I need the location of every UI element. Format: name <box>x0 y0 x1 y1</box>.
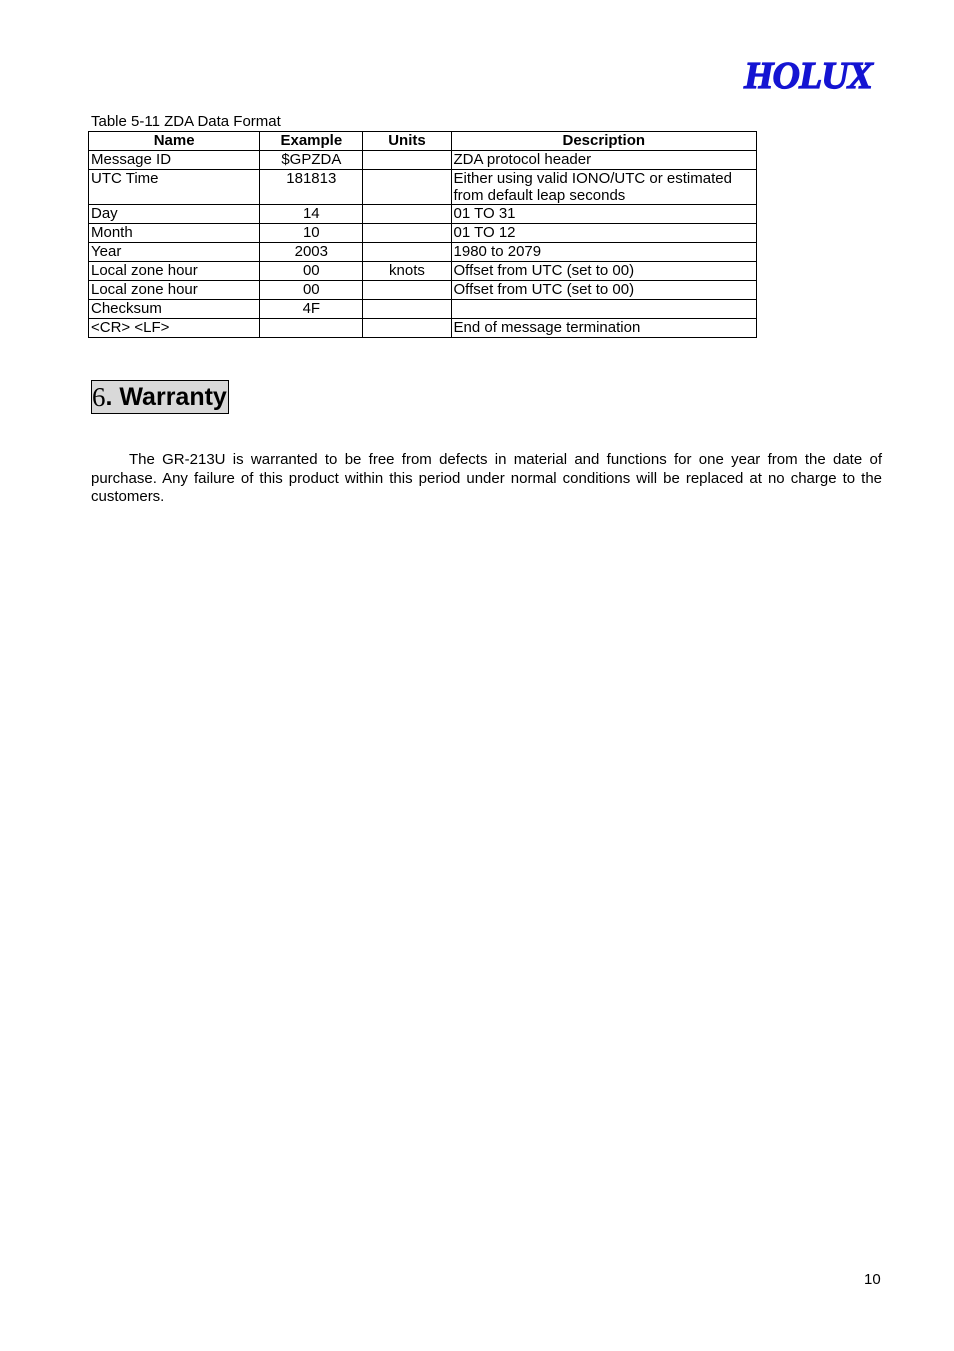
zda-data-table <box>88 131 757 338</box>
cell-example: 4F <box>260 300 363 319</box>
cell-units <box>363 151 451 170</box>
cell-name: Year <box>89 243 260 262</box>
cell-units <box>363 319 451 338</box>
cell-description: Offset from UTC (set to 00) <box>451 281 756 300</box>
warranty-paragraph: The GR-213U is warranted to be free from defects in material and functions for one year from the date of purchase. Any failure of this product within this period under normal conditions will be replaced at no charge to the customers. <box>91 451 882 505</box>
cell-name: Message ID <box>89 151 260 170</box>
cell-name: Month <box>89 224 260 243</box>
cell-description: 1980 to 2079 <box>451 243 756 262</box>
table-header-row <box>89 132 757 151</box>
cell-units <box>363 205 451 224</box>
section-title: . Warranty <box>105 383 227 411</box>
cell-description: 01 TO 12 <box>451 224 756 243</box>
cell-description <box>451 300 756 319</box>
cell-description: End of message termination <box>451 319 756 338</box>
header-units: Units <box>363 132 451 151</box>
table-row <box>89 170 757 205</box>
cell-description: Offset from UTC (set to 00) <box>451 262 756 281</box>
cell-description: 01 TO 31 <box>451 205 756 224</box>
logo-text: HOLUX <box>744 55 872 96</box>
cell-name: Local zone hour <box>89 281 260 300</box>
cell-units <box>363 281 451 300</box>
cell-description: Either using valid IONO/UTC or estimated from default leap seconds <box>451 170 756 205</box>
cell-example: 00 <box>260 281 363 300</box>
cell-name: <CR> <LF> <box>89 319 260 338</box>
table-row <box>89 262 757 281</box>
cell-example: 181813 <box>260 170 363 205</box>
table-caption: Table 5-11 ZDA Data Format <box>91 113 281 130</box>
section-heading <box>91 380 229 414</box>
table-row <box>89 300 757 319</box>
cell-example: 10 <box>260 224 363 243</box>
cell-units <box>363 224 451 243</box>
cell-units <box>363 300 451 319</box>
cell-name: Day <box>89 205 260 224</box>
cell-example: 2003 <box>260 243 363 262</box>
cell-units <box>363 243 451 262</box>
table-row <box>89 243 757 262</box>
page-number: 10 <box>864 1271 881 1288</box>
cell-units <box>363 170 451 205</box>
section-number: 6 <box>92 382 106 412</box>
cell-name: Checksum <box>89 300 260 319</box>
table-row <box>89 319 757 338</box>
header-example: Example <box>260 132 363 151</box>
cell-description: ZDA protocol header <box>451 151 756 170</box>
cell-name: Local zone hour <box>89 262 260 281</box>
cell-name: UTC Time <box>89 170 260 205</box>
cell-example <box>260 319 363 338</box>
header-description: Description <box>451 132 756 151</box>
cell-example: 14 <box>260 205 363 224</box>
header-name: Name <box>89 132 260 151</box>
table-row <box>89 205 757 224</box>
cell-example: 00 <box>260 262 363 281</box>
table-row <box>89 224 757 243</box>
holux-logo <box>742 52 887 96</box>
cell-example: $GPZDA <box>260 151 363 170</box>
table-row <box>89 281 757 300</box>
table-row <box>89 151 757 170</box>
cell-units: knots <box>363 262 451 281</box>
